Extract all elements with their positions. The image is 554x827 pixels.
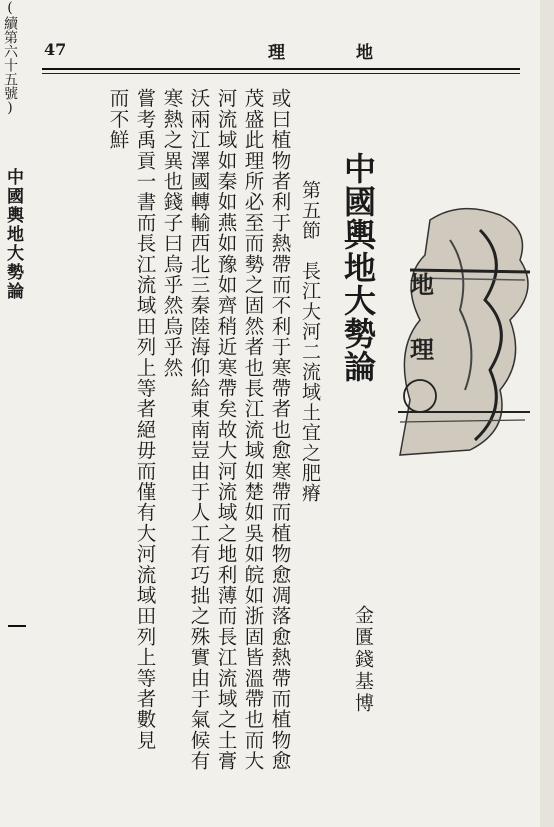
page-number: 47 xyxy=(44,40,67,59)
body-line: 沃兩江澤國轉輸西北三秦陸海仰給東南豈由于人工有巧拙之殊實由于氣候有 xyxy=(187,88,211,772)
margin-running-title: 中國輿地大勢論 xyxy=(3,168,23,301)
body-line: 或曰植物者利于熱帶而不利于寒帶者也愈寒帶而植物愈凋落愈熱帶而植物愈 xyxy=(268,88,292,772)
emblem-char-1: 地 xyxy=(410,270,434,299)
header-rule-thin xyxy=(42,73,520,74)
article-title: 中國輿地大勢論 xyxy=(339,152,377,383)
running-head-char-2: 地 xyxy=(356,43,373,63)
body-line: 河流域如秦如燕如豫如齊稍近寒帶矣故大河流域之地利薄而長江流域之土膏 xyxy=(214,88,238,772)
header-rule xyxy=(42,68,520,70)
body-line: 寒熱之異也錢子曰烏乎然烏乎然 xyxy=(160,88,184,378)
body-line: 而不鮮 xyxy=(106,88,130,151)
page-edge xyxy=(540,0,554,827)
body-line: 嘗考禹貢一書而長江流域田列上等者絕毋而僅有大河流域田列上等者數見 xyxy=(133,88,157,751)
body-line: 茂盛此理所必至而勢之固然者也長江流域如楚如吳如皖如浙固皆溫帶也而大 xyxy=(241,88,265,772)
margin-page-mark xyxy=(8,625,26,627)
section-heading: 第五節 長江大河二流域土宜之肥瘠 xyxy=(299,180,321,504)
article-author: 金匱錢基博 xyxy=(352,605,374,715)
article-subtitle: (續第六十五號) xyxy=(2,0,18,116)
emblem-char-2: 理 xyxy=(410,335,434,364)
running-head-char-1: 理 xyxy=(268,43,285,63)
